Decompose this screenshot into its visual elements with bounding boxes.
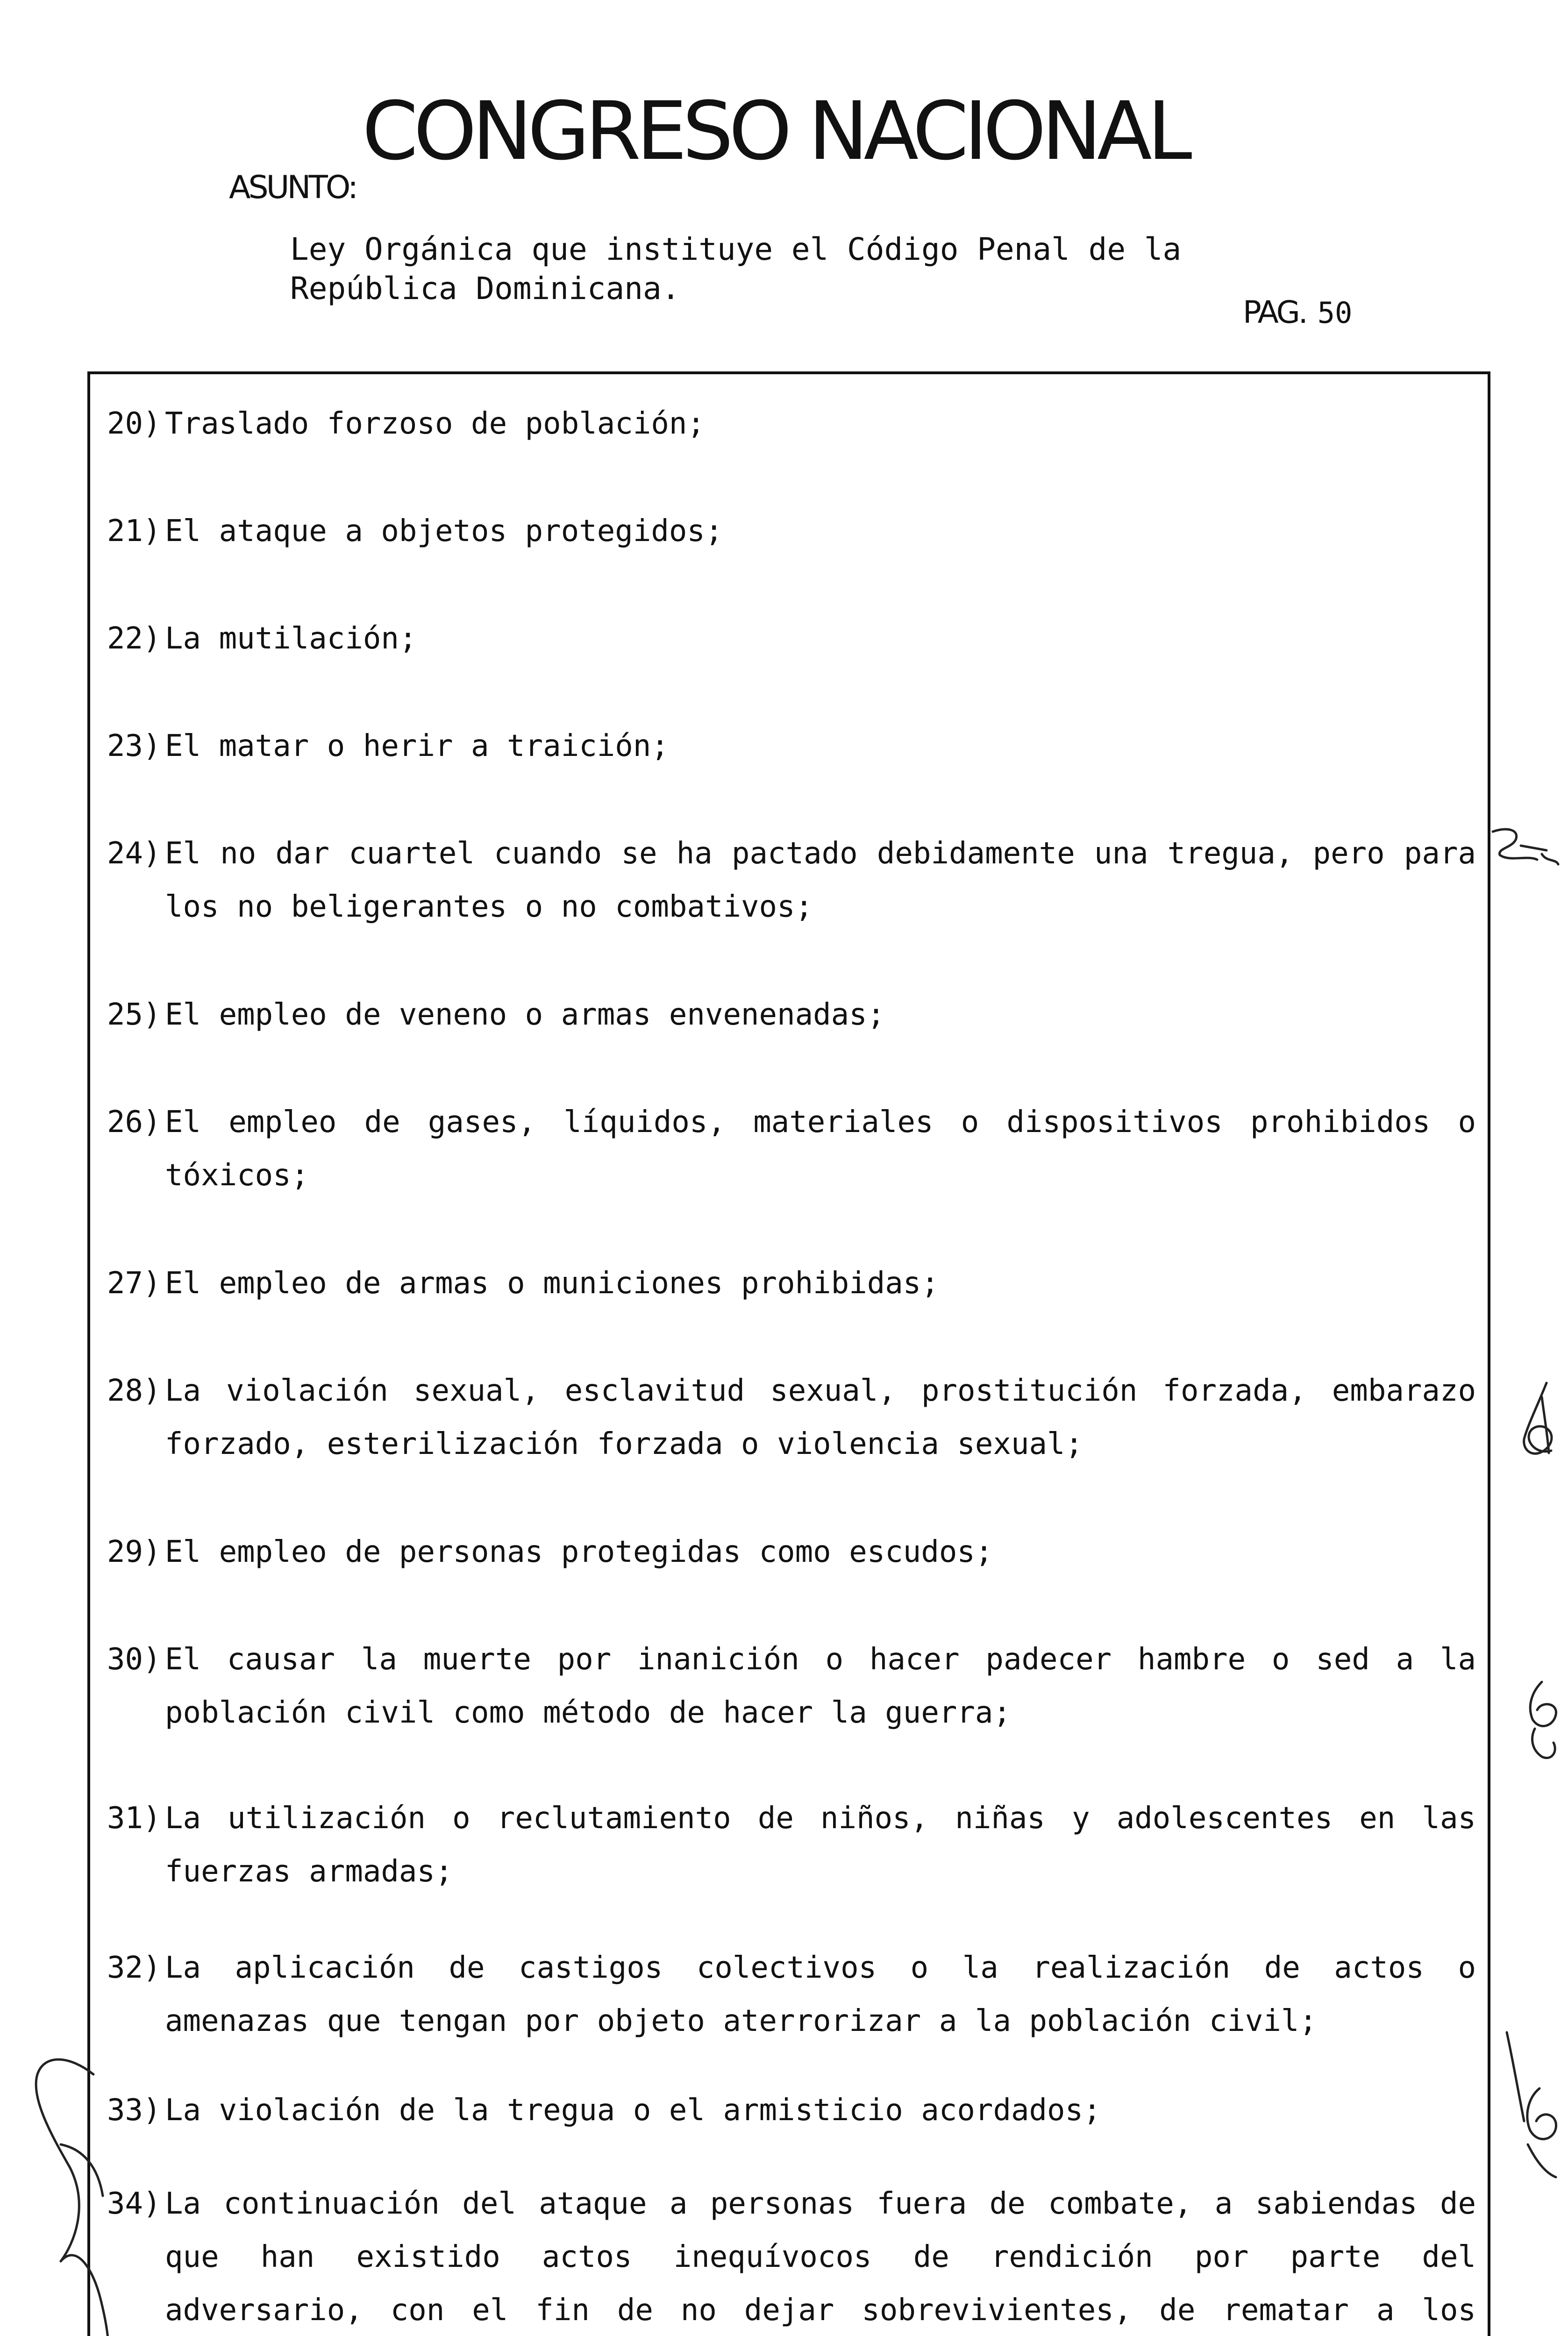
initials-mark-4: [1507, 2032, 1556, 2177]
item-number: 29): [107, 1535, 161, 1569]
item-number: 22): [107, 621, 161, 656]
item-text: El ataque a objetos protegidos;: [165, 514, 723, 548]
list-item-27: [107, 1257, 1476, 1310]
congress-title: CONGRESO NACIONAL: [362, 84, 1188, 178]
item-number: 30): [107, 1642, 161, 1677]
item-text: La violación de la tregua o el armisticio acordados;: [165, 2093, 1101, 2128]
item-text: El empleo de personas protegidas como escudos;: [165, 1535, 993, 1569]
list-item-31: [107, 1792, 1476, 1898]
list-item-29: [107, 1525, 1476, 1579]
item-text: El empleo de armas o municiones prohibidas;: [165, 1266, 939, 1301]
list-item-22: [107, 612, 1476, 665]
initials-mark-3: [1530, 1682, 1556, 1758]
item-number: 26): [107, 1105, 161, 1140]
page-indicator: [1243, 294, 1353, 330]
list-item-25: [107, 988, 1476, 1041]
item-text: El empleo de veneno o armas envenenadas;: [165, 997, 885, 1032]
list-item-28: [107, 1364, 1476, 1471]
item-text: La aplicación de castigos colectivos o la realización de actos o amenazas que tengan por objeto aterrorizar a la población civil;: [165, 1951, 1476, 2038]
item-text: La violación sexual, esclavitud sexual, prostitución forzada, embarazo forzado, esterilización forzada o violencia sexual;: [165, 1374, 1476, 1461]
subject-line-1: Ley Orgánica que instituye el Código Penal de la: [290, 231, 1182, 267]
asunto-label: ASUNTO:: [229, 169, 356, 206]
list-item-30: [107, 1633, 1476, 1739]
list-item-20: [107, 397, 1476, 450]
item-number: 31): [107, 1801, 161, 1836]
item-number: 34): [107, 2186, 161, 2221]
item-text: El causar la muerte por inanición o hacer padecer hambre o sed a la población civil como método de hacer la guerra;: [165, 1642, 1476, 1730]
item-number: 20): [107, 406, 161, 441]
item-text: Traslado forzoso de población;: [165, 406, 705, 441]
list-item-23: [107, 719, 1476, 773]
item-text: El matar o herir a traición;: [165, 729, 669, 763]
list-item-33: [107, 2084, 1476, 2137]
item-text: La mutilación;: [165, 621, 417, 656]
list-item-24: [107, 827, 1476, 933]
item-text: La continuación del ataque a personas fuera de combate, a sabiendas de que han existido actos inequívocos de rendición por parte del adversario, con el fin de no dejar sobrevivientes, de rematar a los: [165, 2186, 1476, 2328]
list-item-26: [107, 1096, 1476, 1202]
initials-mark-2: [1524, 1383, 1552, 1453]
initials-mark-1: [1493, 829, 1558, 864]
subject-line-2: República Dominicana.: [290, 271, 680, 306]
list-item-21: [107, 505, 1476, 558]
page-label: PAG.: [1243, 294, 1306, 330]
page-number: 50: [1317, 296, 1353, 330]
item-text: La utilización o reclutamiento de niños, niñas y adolescentes en las fuerzas armadas;: [165, 1801, 1476, 1889]
list-item-34: [107, 2177, 1476, 2336]
item-text: El no dar cuartel cuando se ha pactado debidamente una tregua, pero para los no beligerantes o no combativos;: [165, 836, 1476, 924]
item-text: El empleo de gases, líquidos, materiales o dispositivos prohibidos o tóxicos;: [165, 1105, 1476, 1193]
item-number: 21): [107, 514, 161, 548]
subject-text: [290, 230, 1181, 308]
item-number: 23): [107, 729, 161, 763]
item-number: 32): [107, 1951, 161, 1985]
item-number: 24): [107, 836, 161, 871]
item-number: 27): [107, 1266, 161, 1301]
item-number: 28): [107, 1374, 161, 1408]
list-item-32: [107, 1941, 1476, 2048]
item-number: 33): [107, 2093, 161, 2128]
item-number: 25): [107, 997, 161, 1032]
